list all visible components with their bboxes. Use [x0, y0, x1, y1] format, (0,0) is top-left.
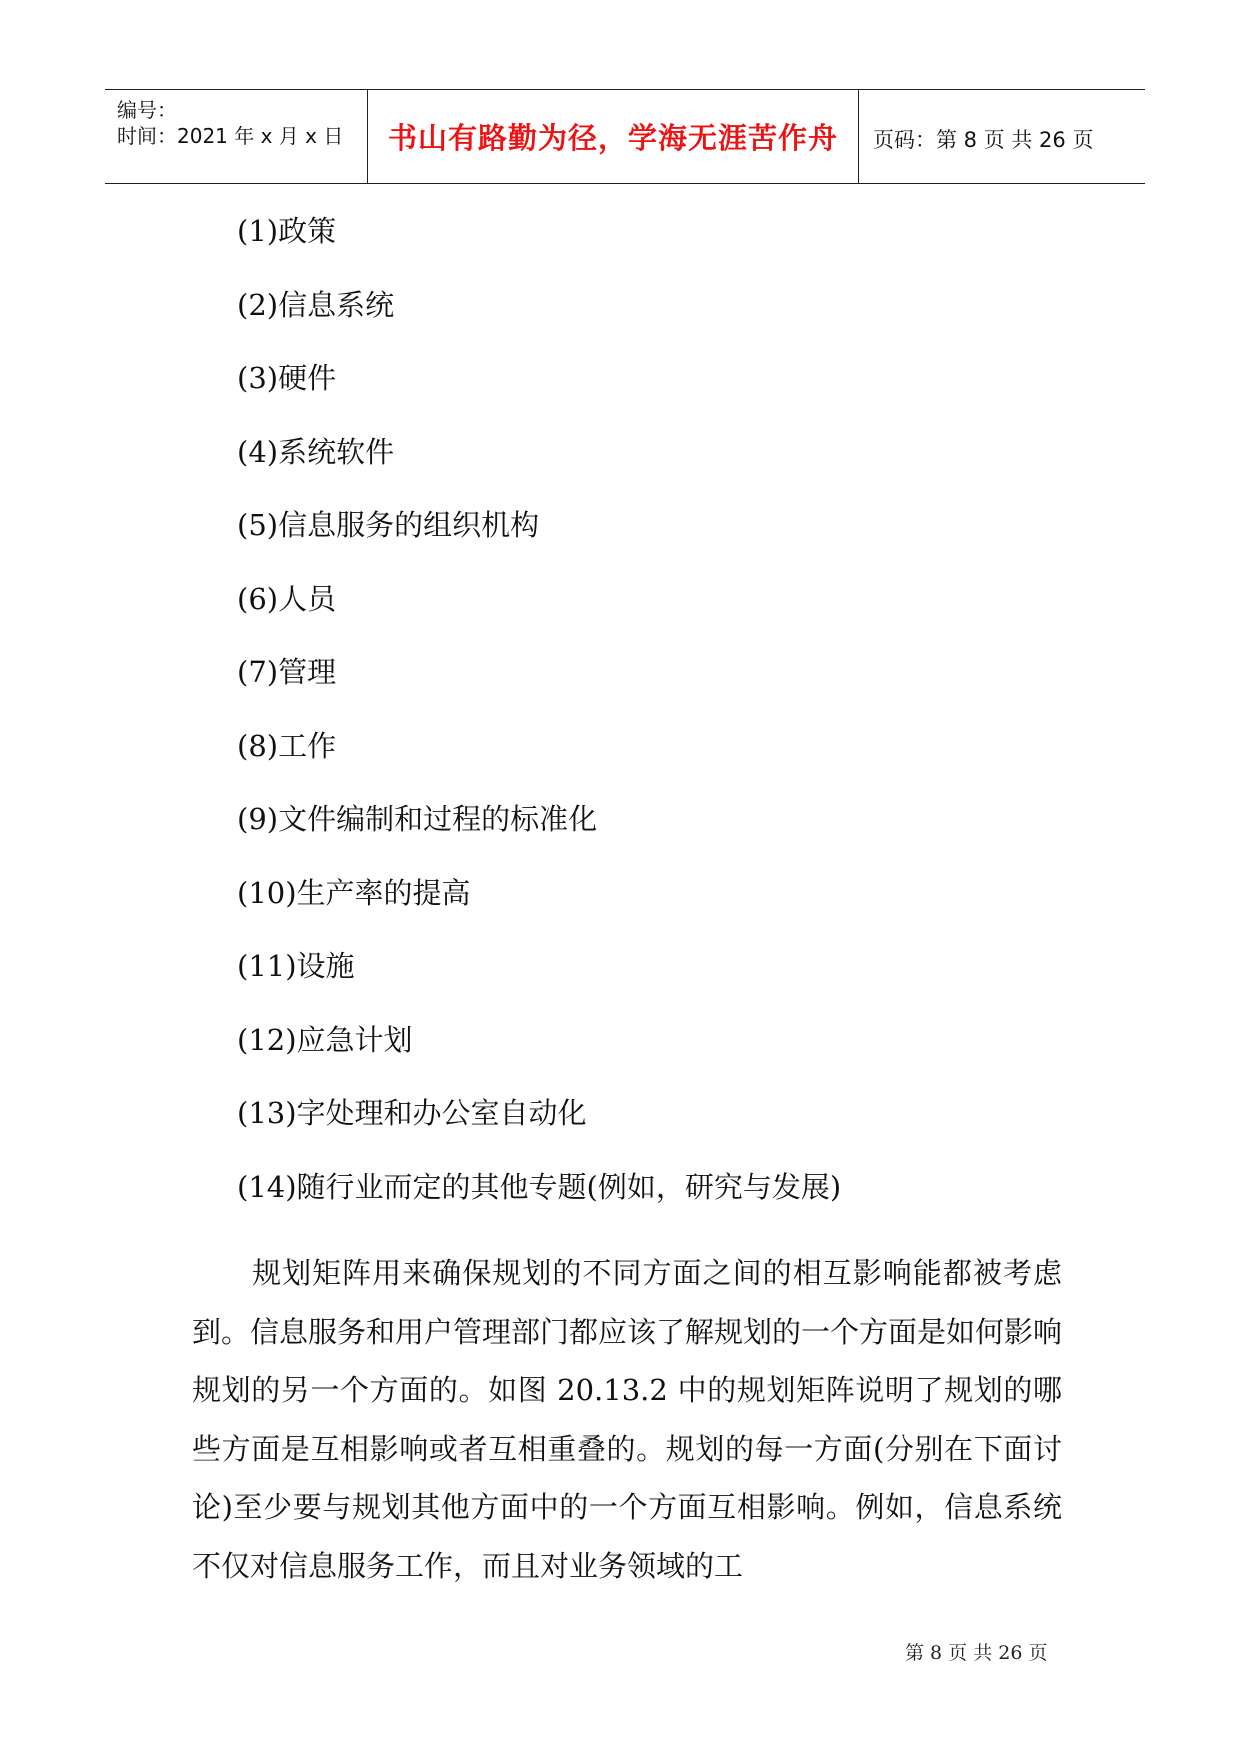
header-page-cell	[859, 90, 1145, 183]
list-item: (5)信息服务的组织机构	[237, 508, 540, 542]
list-item: (4)系统软件	[237, 434, 395, 469]
list-item: (14)随行业而定的其他专题(例如，研究与发展)	[237, 1169, 842, 1204]
list-item: (2)信息系统	[237, 287, 395, 322]
header-motto: 书山有路勤为径，学海无涯苦作舟	[387, 121, 838, 155]
page-footer: 第 8 页 共 26 页	[905, 1642, 1048, 1664]
list-item: (7)管理	[237, 655, 337, 689]
topic-list	[237, 211, 841, 1240]
page-header	[105, 89, 1145, 184]
list-item: (8)工作	[237, 728, 337, 763]
list-item: (6)人员	[237, 581, 337, 616]
header-motto-cell	[368, 90, 859, 183]
header-page-code: 页码：第 8 页 共 26 页	[873, 128, 1094, 152]
body-paragraph: 规划矩阵用来确保规划的不同方面之间的相互影响能都被考虑到。信息服务和用户管理部门都应该了解规划的一个方面是如何影响规划的另一个方面的。如图 20.13.2 中的规划矩阵说明了规划的哪些方面是互相影响或者互相重叠的。规划的每一方面(分别在下面讨论)至少要与规划其他方面中的一个方面互相影响。例如，信息系统不仅对信息服务工作，而且对业务领域的工	[192, 1256, 1063, 1583]
list-item: (1)政策	[237, 214, 337, 248]
list-item: (10)生产率的提高	[237, 875, 471, 910]
document-number-label: 编号：	[117, 98, 177, 122]
header-meta-cell	[105, 90, 368, 183]
list-item: (9)文件编制和过程的标准化	[237, 802, 598, 836]
list-item: (3)硬件	[237, 361, 337, 395]
list-item: (12)应急计划	[237, 1022, 413, 1057]
document-time-label: 时间：2021 年 x 月 x 日	[117, 124, 344, 148]
list-item: (13)字处理和办公室自动化	[237, 1096, 587, 1130]
list-item: (11)设施	[237, 949, 355, 983]
